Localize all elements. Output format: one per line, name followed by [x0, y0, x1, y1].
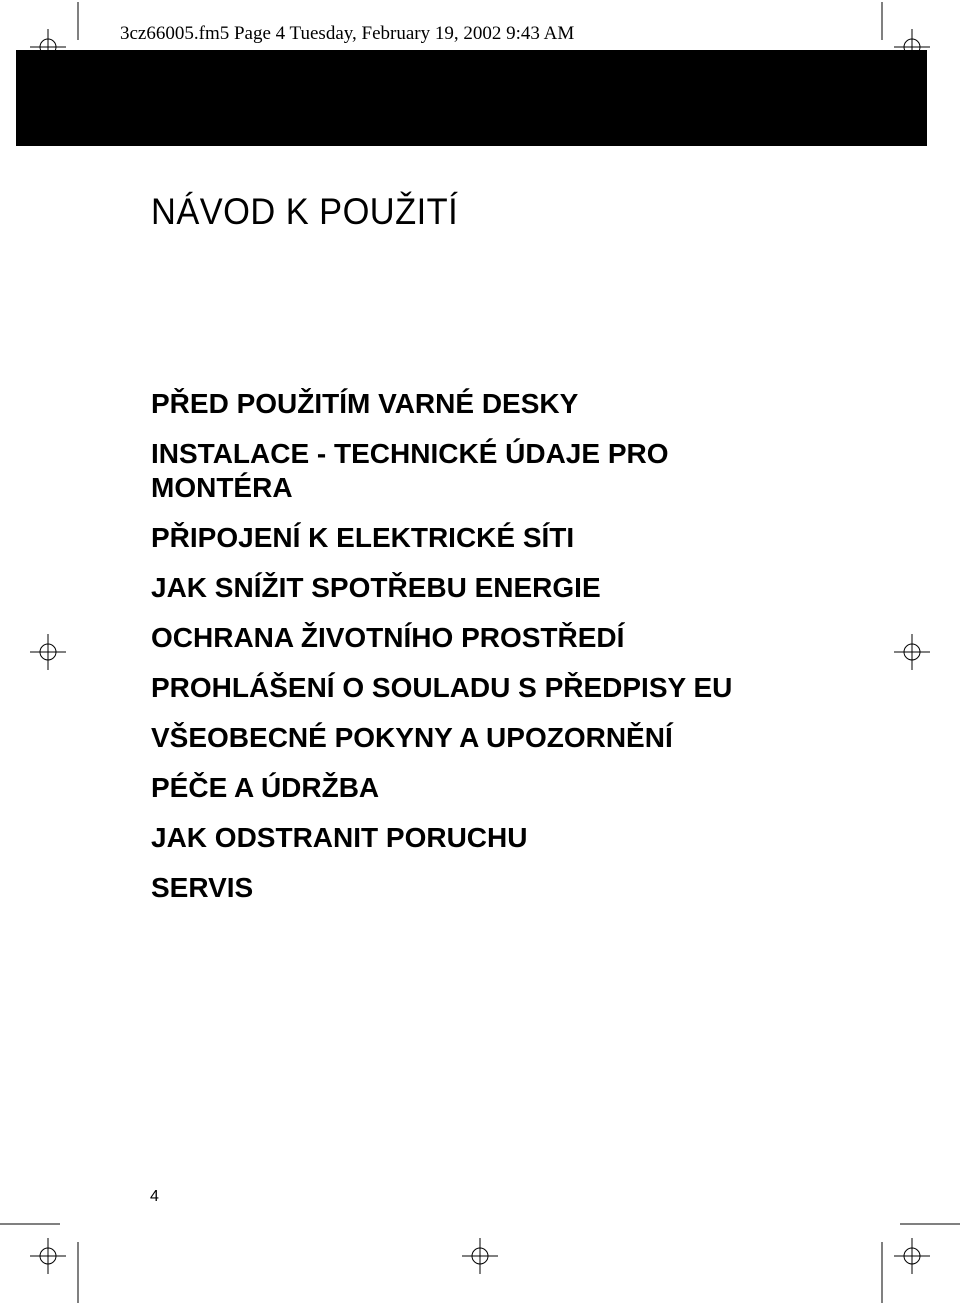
registration-mark-icon [462, 1238, 498, 1274]
contents-item: JAK SNÍŽIT SPOTŘEBU ENERGIE [151, 572, 601, 603]
page-number: 4 [150, 1188, 159, 1205]
contents-item: PROHLÁŠENÍ O SOULADU S PŘEDPISY EU [151, 672, 733, 703]
contents-item: INSTALACE - TECHNICKÉ ÚDAJE PRO MONTÉRA [151, 438, 669, 503]
registration-mark-icon [894, 29, 930, 65]
contents-item: PŘED POUŽITÍM VARNÉ DESKY [151, 388, 579, 419]
registration-mark-icon [894, 1238, 930, 1274]
registration-mark-icon [30, 1238, 66, 1274]
contents-item: SERVIS [151, 872, 254, 903]
page-title: NÁVOD K POUŽITÍ [151, 191, 459, 232]
print-slug: 3cz66005.fm5 Page 4 Tuesday, February 19, 2002 9:43 AM [120, 23, 575, 44]
contents-item: VŠEOBECNÉ POKYNY A UPOZORNĚNÍ [151, 722, 673, 753]
registration-mark-icon [30, 634, 66, 670]
registration-mark-icon [30, 29, 66, 65]
contents-item: JAK ODSTRANIT PORUCHU [151, 822, 528, 853]
contents-item: PŘIPOJENÍ K ELEKTRICKÉ SÍTI [151, 522, 575, 553]
contents-item: OCHRANA ŽIVOTNÍHO PROSTŘEDÍ [151, 622, 625, 653]
registration-mark-icon [894, 634, 930, 670]
contents-item: PÉČE A ÚDRŽBA [151, 772, 380, 803]
